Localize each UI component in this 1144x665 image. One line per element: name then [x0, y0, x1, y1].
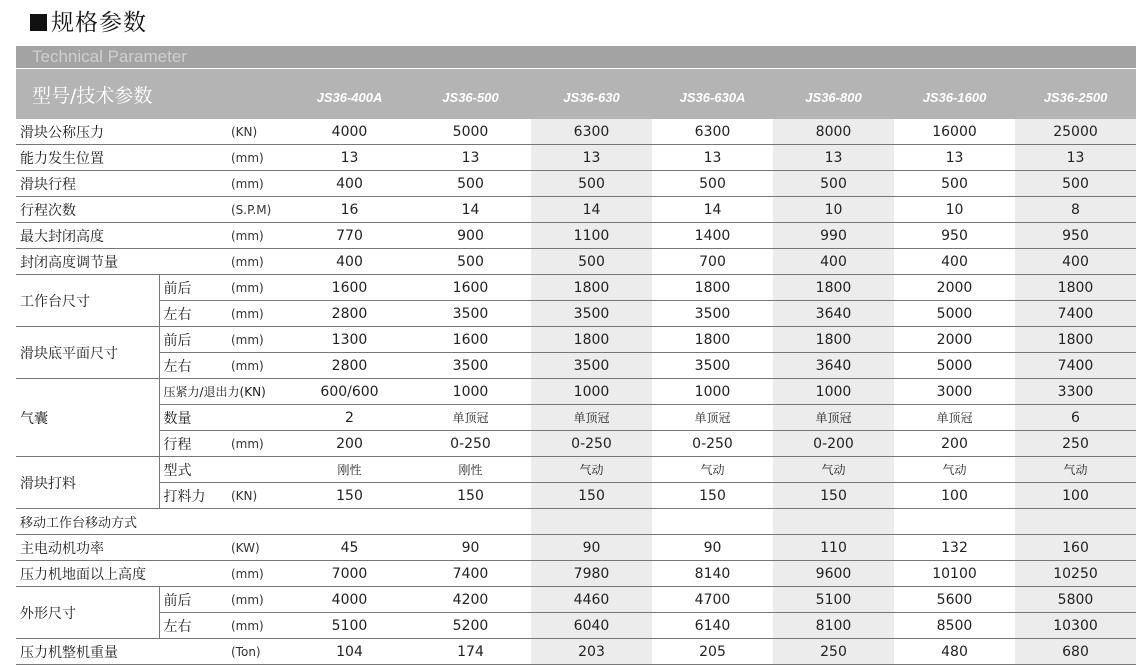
- cell: 气动: [1015, 457, 1136, 483]
- group-label: 外形尺寸: [16, 587, 159, 639]
- cell: 4460: [531, 587, 652, 613]
- sub-label: 前后: [159, 275, 231, 301]
- table-row: [16, 405, 1136, 431]
- table-row: [16, 379, 1136, 405]
- cell: 10250: [1015, 561, 1136, 587]
- cell: 100: [894, 483, 1015, 509]
- subtitle-bar: [16, 46, 1136, 68]
- cell: 6: [1015, 405, 1136, 431]
- cell: 100: [1015, 483, 1136, 509]
- group-label: 滑块打料: [16, 457, 159, 509]
- row-unit: (mm): [231, 613, 289, 639]
- cell: 90: [410, 535, 531, 561]
- row-label: 能力发生位置: [16, 145, 231, 171]
- sub-label: [159, 379, 289, 405]
- cell: 4000: [289, 587, 410, 613]
- table-row: [16, 613, 1136, 639]
- cell: 200: [289, 431, 410, 457]
- cell: 1600: [289, 275, 410, 301]
- cell: 950: [1015, 223, 1136, 249]
- cell: 500: [773, 171, 894, 197]
- cell: 700: [652, 249, 773, 275]
- model-header: JS36-1600: [894, 69, 1015, 119]
- cell: 2: [289, 405, 410, 431]
- row-unit: (KW): [231, 535, 289, 561]
- cell: 0-250: [531, 431, 652, 457]
- sub-label: 数量: [159, 405, 231, 431]
- table-row: [16, 171, 1136, 197]
- table-row: [16, 535, 1136, 561]
- row-unit: (mm): [231, 223, 289, 249]
- cell: 14: [410, 197, 531, 223]
- model-header: JS36-630: [531, 69, 652, 119]
- model-header: JS36-630A: [652, 69, 773, 119]
- row-unit: (mm): [231, 275, 289, 301]
- group-label: 气囊: [16, 379, 159, 457]
- cell: 500: [410, 249, 531, 275]
- sub-label: 左右: [159, 301, 231, 327]
- cell: 13: [410, 145, 531, 171]
- model-header: JS36-500: [410, 69, 531, 119]
- cell: 150: [652, 483, 773, 509]
- cell: 16: [289, 197, 410, 223]
- spec-table: [16, 69, 1136, 665]
- cell: 90: [531, 535, 652, 561]
- row-unit: (KN): [231, 483, 289, 509]
- cell: 990: [773, 223, 894, 249]
- sub-label: 行程: [159, 431, 231, 457]
- row-unit: (mm): [231, 561, 289, 587]
- cell: 单顶冠: [773, 405, 894, 431]
- table-row: [16, 639, 1136, 665]
- cell: 1000: [410, 379, 531, 405]
- table-row: [16, 561, 1136, 587]
- group-label: 工作台尺寸: [16, 275, 159, 327]
- cell: 5200: [410, 613, 531, 639]
- cell: 13: [531, 145, 652, 171]
- cell: 250: [773, 639, 894, 665]
- cell: 9600: [773, 561, 894, 587]
- cell: 110: [773, 535, 894, 561]
- cell: 14: [652, 197, 773, 223]
- cell: 25000: [1015, 119, 1136, 145]
- cell: 5000: [894, 301, 1015, 327]
- subtitle-text: Technical Parameter: [32, 47, 187, 66]
- cell: 10: [894, 197, 1015, 223]
- cell: 8140: [652, 561, 773, 587]
- cell: 1800: [531, 275, 652, 301]
- cell: 400: [289, 249, 410, 275]
- row-unit: (KN): [231, 119, 289, 145]
- cell: 14: [531, 197, 652, 223]
- cell: 4000: [289, 119, 410, 145]
- cell: 10300: [1015, 613, 1136, 639]
- cell: 1600: [410, 327, 531, 353]
- cell: 90: [652, 535, 773, 561]
- cell: 600/600: [289, 379, 410, 405]
- cell: 6300: [531, 119, 652, 145]
- cell: 770: [289, 223, 410, 249]
- cell: 10: [773, 197, 894, 223]
- cell: 13: [289, 145, 410, 171]
- sub-label: 型式: [159, 457, 231, 483]
- cell: 150: [773, 483, 894, 509]
- cell: 5100: [773, 587, 894, 613]
- cell: 5800: [1015, 587, 1136, 613]
- cell: 3500: [652, 301, 773, 327]
- cell: 2800: [289, 301, 410, 327]
- cell: 1800: [773, 327, 894, 353]
- cell: 203: [531, 639, 652, 665]
- table-row: [16, 457, 1136, 483]
- cell: 200: [894, 431, 1015, 457]
- row-unit: (mm): [231, 145, 289, 171]
- cell: [289, 509, 410, 535]
- cell: 13: [1015, 145, 1136, 171]
- cell: 205: [652, 639, 773, 665]
- table-row: [16, 587, 1136, 613]
- cell: 400: [1015, 249, 1136, 275]
- cell: 6300: [652, 119, 773, 145]
- cell: 刚性: [410, 457, 531, 483]
- row-unit: (Ton): [231, 639, 289, 665]
- cell: 1800: [652, 275, 773, 301]
- cell: 8100: [773, 613, 894, 639]
- page-title: [30, 6, 147, 40]
- cell: [894, 509, 1015, 535]
- table-row: [16, 483, 1136, 509]
- cell: 3500: [531, 353, 652, 379]
- cell: 3500: [531, 301, 652, 327]
- model-header: JS36-2500: [1015, 69, 1136, 119]
- sub-label-text: 压紧力/退出力: [163, 385, 240, 399]
- cell: 500: [1015, 171, 1136, 197]
- row-label: 行程次数: [16, 197, 231, 223]
- cell: 10100: [894, 561, 1015, 587]
- cell: 150: [289, 483, 410, 509]
- cell: 7980: [531, 561, 652, 587]
- table-row: [16, 327, 1136, 353]
- sub-label: 打料力: [159, 483, 231, 509]
- row-label: 移动工作台移动方式: [16, 509, 289, 535]
- cell: 3500: [652, 353, 773, 379]
- row-label: 滑块行程: [16, 171, 231, 197]
- cell: 150: [410, 483, 531, 509]
- table-row: [16, 197, 1136, 223]
- sub-label: 左右: [159, 613, 231, 639]
- cell: 单顶冠: [652, 405, 773, 431]
- cell: 16000: [894, 119, 1015, 145]
- cell: 3640: [773, 353, 894, 379]
- cell: 6040: [531, 613, 652, 639]
- cell: 500: [894, 171, 1015, 197]
- cell: 0-250: [410, 431, 531, 457]
- row-label: 封闭高度调节量: [16, 249, 231, 275]
- table-row: [16, 353, 1136, 379]
- cell: 2000: [894, 327, 1015, 353]
- row-label: 主电动机功率: [16, 535, 231, 561]
- row-label: 压力机整机重量: [16, 639, 231, 665]
- cell: 3000: [894, 379, 1015, 405]
- cell: 1600: [410, 275, 531, 301]
- cell: 气动: [531, 457, 652, 483]
- row-label: 滑块公称压力: [16, 119, 231, 145]
- cell: 2800: [289, 353, 410, 379]
- square-bullet-icon: [30, 14, 47, 31]
- cell: 7400: [1015, 301, 1136, 327]
- cell: 1800: [652, 327, 773, 353]
- cell: 4700: [652, 587, 773, 613]
- group-label: 滑块底平面尺寸: [16, 327, 159, 379]
- row-unit: [231, 457, 289, 483]
- cell: 3500: [410, 301, 531, 327]
- row-unit: (mm): [231, 249, 289, 275]
- cell: 1000: [773, 379, 894, 405]
- row-unit: (mm): [231, 587, 289, 613]
- cell: 8500: [894, 613, 1015, 639]
- cell: 400: [773, 249, 894, 275]
- table-row: [16, 249, 1136, 275]
- row-label: 压力机地面以上高度: [16, 561, 231, 587]
- cell: 1100: [531, 223, 652, 249]
- table-row: [16, 509, 1136, 535]
- cell: 3300: [1015, 379, 1136, 405]
- table-row: [16, 431, 1136, 457]
- cell: 6140: [652, 613, 773, 639]
- cell: 4200: [410, 587, 531, 613]
- cell: 160: [1015, 535, 1136, 561]
- cell: [531, 509, 652, 535]
- cell: 8000: [773, 119, 894, 145]
- cell: 1000: [531, 379, 652, 405]
- cell: 1800: [531, 327, 652, 353]
- table-row: [16, 275, 1136, 301]
- cell: 400: [894, 249, 1015, 275]
- table-row: [16, 145, 1136, 171]
- model-header: JS36-800: [773, 69, 894, 119]
- cell: 7000: [289, 561, 410, 587]
- cell: 7400: [1015, 353, 1136, 379]
- table-header-row: [16, 69, 1136, 119]
- cell: 13: [652, 145, 773, 171]
- row-unit: (KN): [239, 385, 266, 399]
- cell: 0-250: [652, 431, 773, 457]
- cell: 1800: [1015, 275, 1136, 301]
- cell: 13: [773, 145, 894, 171]
- cell: 2000: [894, 275, 1015, 301]
- cell: 1000: [652, 379, 773, 405]
- row-unit: (mm): [231, 327, 289, 353]
- row-unit: [231, 405, 289, 431]
- sub-label: 前后: [159, 587, 231, 613]
- cell: 500: [531, 171, 652, 197]
- table-row: [16, 301, 1136, 327]
- sub-label: 前后: [159, 327, 231, 353]
- cell: 单顶冠: [410, 405, 531, 431]
- cell: 气动: [894, 457, 1015, 483]
- cell: 单顶冠: [894, 405, 1015, 431]
- cell: 680: [1015, 639, 1136, 665]
- table-row: [16, 223, 1136, 249]
- cell: [1015, 509, 1136, 535]
- cell: 500: [652, 171, 773, 197]
- cell: [410, 509, 531, 535]
- page-title-text: 规格参数: [51, 10, 147, 36]
- cell: 104: [289, 639, 410, 665]
- cell: 3640: [773, 301, 894, 327]
- cell: 250: [1015, 431, 1136, 457]
- cell: 900: [410, 223, 531, 249]
- cell: 150: [531, 483, 652, 509]
- cell: 132: [894, 535, 1015, 561]
- spec-header: 型号/技术参数: [16, 69, 289, 119]
- cell: [652, 509, 773, 535]
- row-unit: (mm): [231, 353, 289, 379]
- sub-label: 左右: [159, 353, 231, 379]
- cell: [773, 509, 894, 535]
- cell: 单顶冠: [531, 405, 652, 431]
- row-label: 最大封闭高度: [16, 223, 231, 249]
- cell: 7400: [410, 561, 531, 587]
- cell: 13: [894, 145, 1015, 171]
- row-unit: (mm): [231, 171, 289, 197]
- model-header: JS36-400A: [289, 69, 410, 119]
- cell: 1300: [289, 327, 410, 353]
- cell: 480: [894, 639, 1015, 665]
- cell: 0-200: [773, 431, 894, 457]
- cell: 1400: [652, 223, 773, 249]
- cell: 174: [410, 639, 531, 665]
- cell: 8: [1015, 197, 1136, 223]
- cell: 400: [289, 171, 410, 197]
- cell: 500: [410, 171, 531, 197]
- cell: 刚性: [289, 457, 410, 483]
- cell: 500: [531, 249, 652, 275]
- row-unit: (mm): [231, 431, 289, 457]
- cell: 45: [289, 535, 410, 561]
- cell: 1800: [1015, 327, 1136, 353]
- cell: 5100: [289, 613, 410, 639]
- cell: 950: [894, 223, 1015, 249]
- cell: 5000: [894, 353, 1015, 379]
- cell: 1800: [773, 275, 894, 301]
- cell: 气动: [773, 457, 894, 483]
- cell: 5000: [410, 119, 531, 145]
- cell: 5600: [894, 587, 1015, 613]
- row-unit: (S.P.M): [231, 197, 289, 223]
- table-row: [16, 119, 1136, 145]
- row-unit: (mm): [231, 301, 289, 327]
- cell: 3500: [410, 353, 531, 379]
- cell: 气动: [652, 457, 773, 483]
